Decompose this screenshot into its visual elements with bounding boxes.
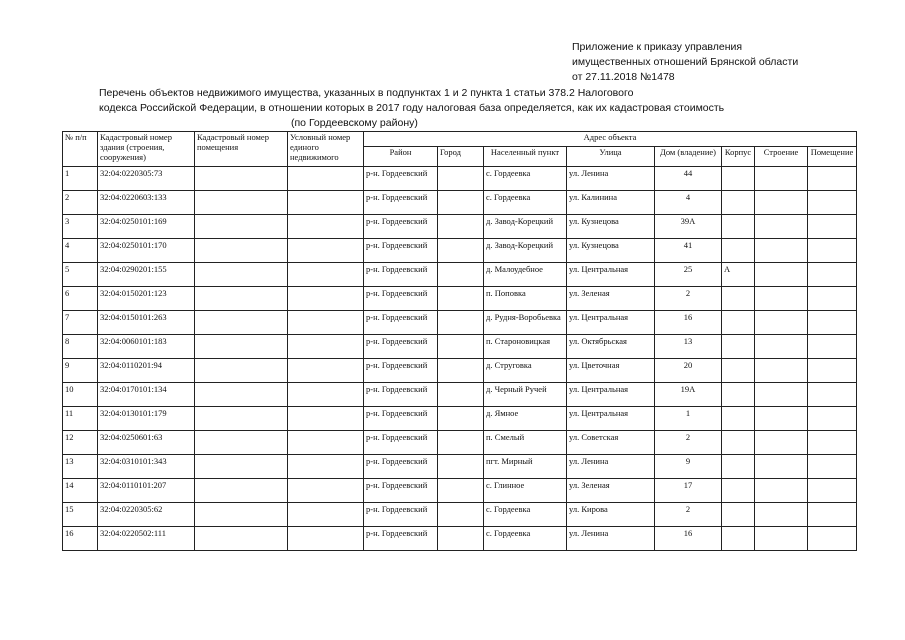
property-table xyxy=(62,131,857,551)
cell-num: 6 xyxy=(63,287,98,311)
cell-korpus xyxy=(722,215,755,239)
cell-korpus xyxy=(722,359,755,383)
cell-building-cadastral: 32:04:0060101:183 xyxy=(98,335,195,359)
cell-city xyxy=(438,431,484,455)
cell-korpus: А xyxy=(722,263,755,287)
table-row xyxy=(63,215,857,239)
table-row xyxy=(63,191,857,215)
cell-room-cadastral xyxy=(195,287,288,311)
cell-city xyxy=(438,503,484,527)
cell-street: ул. Центральная xyxy=(567,383,655,407)
cell-building-cadastral: 32:04:0310101:343 xyxy=(98,455,195,479)
header-building: Строение xyxy=(755,147,808,167)
cell-city xyxy=(438,383,484,407)
table-row xyxy=(63,287,857,311)
header-address: Адрес объекта xyxy=(364,132,857,147)
cell-conditional-number xyxy=(288,383,364,407)
appendix-line-1: Приложение к приказу управления xyxy=(572,41,743,53)
cell-settlement: п. Поповка xyxy=(484,287,567,311)
cell-house: 1 xyxy=(655,407,722,431)
cell-street: ул. Центральная xyxy=(567,407,655,431)
cell-city xyxy=(438,263,484,287)
cell-house: 17 xyxy=(655,479,722,503)
cell-building xyxy=(755,335,808,359)
cell-street: ул. Калинина xyxy=(567,191,655,215)
cell-city xyxy=(438,287,484,311)
cell-korpus xyxy=(722,191,755,215)
header-district: Район xyxy=(364,147,438,167)
appendix-note xyxy=(572,40,798,85)
cell-building-cadastral: 32:04:0220305:62 xyxy=(98,503,195,527)
cell-num: 5 xyxy=(63,263,98,287)
cell-conditional-number xyxy=(288,215,364,239)
cell-street: ул. Зеленая xyxy=(567,287,655,311)
header-building-cadastral: Кадастровый номер здания (строения, сооружения) xyxy=(98,132,195,167)
cell-building xyxy=(755,311,808,335)
cell-district: р-н. Гордеевский xyxy=(364,287,438,311)
cell-building-cadastral: 32:04:0250101:169 xyxy=(98,215,195,239)
table-row xyxy=(63,359,857,383)
table-body xyxy=(63,167,857,551)
cell-house: 2 xyxy=(655,287,722,311)
cell-settlement: д. Черный Ручей xyxy=(484,383,567,407)
cell-street: ул. Ленина xyxy=(567,527,655,551)
cell-room-cadastral xyxy=(195,503,288,527)
cell-house: 2 xyxy=(655,503,722,527)
cell-room-cadastral xyxy=(195,407,288,431)
cell-city xyxy=(438,311,484,335)
cell-street: ул. Октябрьская xyxy=(567,335,655,359)
cell-num: 14 xyxy=(63,479,98,503)
cell-building xyxy=(755,263,808,287)
cell-settlement: д. Завод-Корецкий xyxy=(484,239,567,263)
cell-street: ул. Ленина xyxy=(567,167,655,191)
cell-building-cadastral: 32:04:0220603:133 xyxy=(98,191,195,215)
cell-room-cadastral xyxy=(195,191,288,215)
cell-building xyxy=(755,455,808,479)
cell-korpus xyxy=(722,455,755,479)
cell-house: 44 xyxy=(655,167,722,191)
cell-building xyxy=(755,479,808,503)
cell-room-cadastral xyxy=(195,335,288,359)
cell-district: р-н. Гордеевский xyxy=(364,311,438,335)
cell-settlement: с. Гордеевка xyxy=(484,191,567,215)
cell-num: 3 xyxy=(63,215,98,239)
cell-room xyxy=(808,383,857,407)
cell-district: р-н. Гордеевский xyxy=(364,239,438,263)
cell-num: 12 xyxy=(63,431,98,455)
cell-conditional-number xyxy=(288,311,364,335)
cell-room xyxy=(808,239,857,263)
cell-house: 20 xyxy=(655,359,722,383)
cell-conditional-number xyxy=(288,167,364,191)
cell-settlement: д. Малоудебное xyxy=(484,263,567,287)
cell-building-cadastral: 32:04:0250101:170 xyxy=(98,239,195,263)
cell-district: р-н. Гордеевский xyxy=(364,407,438,431)
cell-house: 4 xyxy=(655,191,722,215)
cell-room-cadastral xyxy=(195,311,288,335)
cell-conditional-number xyxy=(288,335,364,359)
cell-conditional-number xyxy=(288,263,364,287)
cell-korpus xyxy=(722,527,755,551)
cell-settlement: д. Рудня-Воробьевка xyxy=(484,311,567,335)
cell-room xyxy=(808,311,857,335)
cell-house: 19А xyxy=(655,383,722,407)
table-row xyxy=(63,263,857,287)
cell-num: 9 xyxy=(63,359,98,383)
cell-room-cadastral xyxy=(195,527,288,551)
cell-settlement: с. Гордеевка xyxy=(484,503,567,527)
table-row xyxy=(63,455,857,479)
cell-city xyxy=(438,167,484,191)
cell-city xyxy=(438,455,484,479)
cell-building-cadastral: 32:04:0290201:155 xyxy=(98,263,195,287)
cell-korpus xyxy=(722,431,755,455)
cell-building-cadastral: 32:04:0220502:111 xyxy=(98,527,195,551)
cell-conditional-number xyxy=(288,287,364,311)
cell-room-cadastral xyxy=(195,479,288,503)
cell-house: 9 xyxy=(655,455,722,479)
cell-house: 16 xyxy=(655,311,722,335)
header-conditional-number: Условный номер единого недвижимого xyxy=(288,132,364,167)
cell-korpus xyxy=(722,335,755,359)
cell-conditional-number xyxy=(288,407,364,431)
cell-street: ул. Центральная xyxy=(567,263,655,287)
cell-building-cadastral: 32:04:0150101:263 xyxy=(98,311,195,335)
cell-korpus xyxy=(722,407,755,431)
cell-settlement: д. Ямное xyxy=(484,407,567,431)
cell-street: ул. Советская xyxy=(567,431,655,455)
cell-settlement: с. Глинное xyxy=(484,479,567,503)
cell-city xyxy=(438,239,484,263)
cell-street: ул. Центральная xyxy=(567,311,655,335)
cell-building-cadastral: 32:04:0110201:94 xyxy=(98,359,195,383)
cell-conditional-number xyxy=(288,527,364,551)
header-num: № п/п xyxy=(63,132,98,167)
cell-room xyxy=(808,407,857,431)
cell-district: р-н. Гордеевский xyxy=(364,431,438,455)
cell-district: р-н. Гордеевский xyxy=(364,503,438,527)
cell-room-cadastral xyxy=(195,167,288,191)
cell-city xyxy=(438,479,484,503)
cell-num: 2 xyxy=(63,191,98,215)
cell-room-cadastral xyxy=(195,455,288,479)
cell-conditional-number xyxy=(288,359,364,383)
cell-room xyxy=(808,191,857,215)
cell-korpus xyxy=(722,383,755,407)
cell-korpus xyxy=(722,503,755,527)
cell-building xyxy=(755,383,808,407)
header-korpus: Корпус xyxy=(722,147,755,167)
cell-room-cadastral xyxy=(195,383,288,407)
cell-num: 13 xyxy=(63,455,98,479)
cell-korpus xyxy=(722,311,755,335)
cell-room xyxy=(808,263,857,287)
cell-conditional-number xyxy=(288,455,364,479)
cell-korpus xyxy=(722,287,755,311)
cell-building xyxy=(755,527,808,551)
cell-street: ул. Кузнецова xyxy=(567,239,655,263)
cell-num: 10 xyxy=(63,383,98,407)
cell-korpus xyxy=(722,239,755,263)
cell-street: ул. Кирова xyxy=(567,503,655,527)
cell-house: 41 xyxy=(655,239,722,263)
table-row xyxy=(63,407,857,431)
cell-city xyxy=(438,215,484,239)
cell-building-cadastral: 32:04:0110101:207 xyxy=(98,479,195,503)
cell-building xyxy=(755,215,808,239)
cell-settlement: п. Смелый xyxy=(484,431,567,455)
cell-room xyxy=(808,359,857,383)
cell-settlement: пгт. Мирный xyxy=(484,455,567,479)
title-line-2: кодекса Российской Федерации, в отношении которых в 2017 году налоговая база определяется, как их кадастровая стоимость xyxy=(99,102,725,114)
cell-district: р-н. Гордеевский xyxy=(364,263,438,287)
cell-city xyxy=(438,407,484,431)
cell-house: 13 xyxy=(655,335,722,359)
cell-street: ул. Зеленая xyxy=(567,479,655,503)
cell-building-cadastral: 32:04:0130101:179 xyxy=(98,407,195,431)
cell-num: 4 xyxy=(63,239,98,263)
cell-num: 11 xyxy=(63,407,98,431)
header-street: Улица xyxy=(567,147,655,167)
cell-building xyxy=(755,191,808,215)
cell-room-cadastral xyxy=(195,239,288,263)
cell-house: 39А xyxy=(655,215,722,239)
cell-city xyxy=(438,359,484,383)
cell-house: 2 xyxy=(655,431,722,455)
table-row xyxy=(63,311,857,335)
cell-room xyxy=(808,455,857,479)
cell-conditional-number xyxy=(288,431,364,455)
cell-room xyxy=(808,167,857,191)
cell-room-cadastral xyxy=(195,215,288,239)
cell-building-cadastral: 32:04:0150201:123 xyxy=(98,287,195,311)
cell-room xyxy=(808,479,857,503)
table-row xyxy=(63,503,857,527)
cell-room xyxy=(808,431,857,455)
cell-district: р-н. Гордеевский xyxy=(364,383,438,407)
cell-building xyxy=(755,287,808,311)
cell-conditional-number xyxy=(288,479,364,503)
table-row xyxy=(63,239,857,263)
cell-room xyxy=(808,527,857,551)
cell-city xyxy=(438,335,484,359)
cell-district: р-н. Гордеевский xyxy=(364,215,438,239)
table-header-row xyxy=(63,132,857,147)
cell-settlement: д. Завод-Корецкий xyxy=(484,215,567,239)
cell-house: 25 xyxy=(655,263,722,287)
cell-street: ул. Кузнецова xyxy=(567,215,655,239)
cell-settlement: п. Староновицкая xyxy=(484,335,567,359)
cell-room xyxy=(808,335,857,359)
cell-building-cadastral: 32:04:0220305:73 xyxy=(98,167,195,191)
cell-conditional-number xyxy=(288,239,364,263)
cell-building xyxy=(755,239,808,263)
header-settlement: Населенный пункт xyxy=(484,147,567,167)
table-row xyxy=(63,479,857,503)
cell-korpus xyxy=(722,479,755,503)
table-row xyxy=(63,527,857,551)
cell-room-cadastral xyxy=(195,263,288,287)
table-row xyxy=(63,335,857,359)
table-row xyxy=(63,383,857,407)
cell-room-cadastral xyxy=(195,431,288,455)
cell-num: 8 xyxy=(63,335,98,359)
cell-num: 15 xyxy=(63,503,98,527)
cell-district: р-н. Гордеевский xyxy=(364,191,438,215)
cell-settlement: с. Гордеевка xyxy=(484,167,567,191)
cell-district: р-н. Гордеевский xyxy=(364,455,438,479)
header-house: Дом (владение) xyxy=(655,147,722,167)
title-line-3: (по Гордеевскому району) xyxy=(291,117,418,129)
cell-district: р-н. Гордеевский xyxy=(364,479,438,503)
cell-city xyxy=(438,191,484,215)
cell-room xyxy=(808,287,857,311)
cell-building xyxy=(755,359,808,383)
cell-settlement: с. Гордеевка xyxy=(484,527,567,551)
cell-settlement: д. Струговка xyxy=(484,359,567,383)
cell-building xyxy=(755,503,808,527)
cell-building xyxy=(755,407,808,431)
cell-city xyxy=(438,527,484,551)
header-room-cadastral: Кадастровый номер помещения xyxy=(195,132,288,167)
cell-room-cadastral xyxy=(195,359,288,383)
cell-district: р-н. Гордеевский xyxy=(364,167,438,191)
cell-room xyxy=(808,215,857,239)
cell-room xyxy=(808,503,857,527)
cell-house: 16 xyxy=(655,527,722,551)
cell-num: 7 xyxy=(63,311,98,335)
table-row xyxy=(63,167,857,191)
appendix-line-3: от 27.11.2018 №1478 xyxy=(572,71,675,83)
cell-district: р-н. Гордеевский xyxy=(364,335,438,359)
cell-korpus xyxy=(722,167,755,191)
cell-district: р-н. Гордеевский xyxy=(364,527,438,551)
table-row xyxy=(63,431,857,455)
cell-building-cadastral: 32:04:0170101:134 xyxy=(98,383,195,407)
cell-num: 16 xyxy=(63,527,98,551)
cell-building-cadastral: 32:04:0250601:63 xyxy=(98,431,195,455)
cell-conditional-number xyxy=(288,503,364,527)
appendix-line-2: имущественных отношений Брянской области xyxy=(572,56,799,68)
header-room: Помещение xyxy=(808,147,857,167)
cell-building xyxy=(755,431,808,455)
cell-conditional-number xyxy=(288,191,364,215)
header-city: Город xyxy=(438,147,484,167)
title-line-1: Перечень объектов недвижимого имущества, указанных в подпунктах 1 и 2 пункта 1 статьи 378.2 Налогового xyxy=(99,87,634,99)
cell-building xyxy=(755,167,808,191)
cell-num: 1 xyxy=(63,167,98,191)
cell-street: ул. Ленина xyxy=(567,455,655,479)
cell-district: р-н. Гордеевский xyxy=(364,359,438,383)
cell-street: ул. Цветочная xyxy=(567,359,655,383)
